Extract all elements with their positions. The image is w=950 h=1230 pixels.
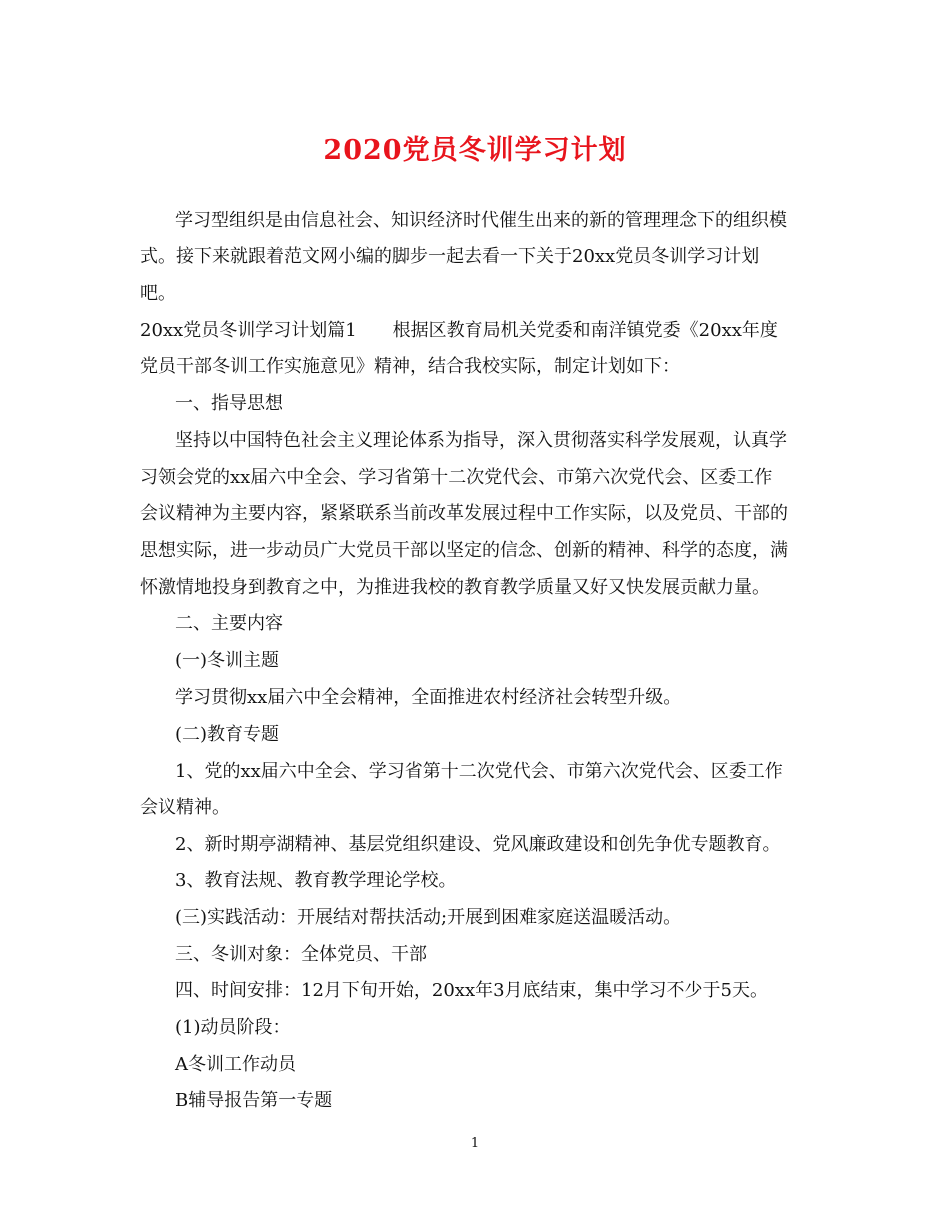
list-item-line: 会议精神。 (140, 797, 230, 818)
subheading-line: (二)教育专题 (175, 724, 280, 745)
heading-line: 二、主要内容 (175, 613, 283, 634)
section-line (140, 318, 778, 344)
document-title: 2020党员冬训学习计划 (323, 135, 627, 166)
subheading-line: (三)实践活动：开展结对帮扶活动;开展到困难家庭送温暖活动。 (175, 907, 682, 928)
paragraph-line: 习领会党的xx届六中全会、学习省第十二次党代会、市第六次党代会、区委工作 (140, 467, 773, 488)
paragraph-line: 式。接下来就跟着范文网小编的脚步一起去看一下关于20xx党员冬训学习计划 (140, 246, 760, 267)
paragraph-line: 会议精神为主要内容，紧紧联系当前改革发展过程中工作实际，以及党员、干部的 (140, 503, 788, 524)
paragraph-line: 学习型组织是由信息社会、知识经济时代催生出来的新的管理理念下的组织模 (175, 210, 787, 231)
list-item-line: 1、党的xx届六中全会、学习省第十二次党代会、市第六次党代会、区委工作 (175, 761, 783, 782)
list-item-line: 2、新时期亭湖精神、基层党组织建设、党风廉政建设和创先争优专题教育。 (175, 834, 781, 855)
paragraph-line: 党员干部冬训工作实施意见》精神，结合我校实际，制定计划如下： (140, 356, 680, 377)
heading-line: 一、指导思想 (175, 393, 283, 414)
list-item-line: B辅导报告第一专题 (175, 1090, 333, 1111)
paragraph-line: 思想实际，进一步动员广大党员干部以坚定的信念、创新的精神、科学的态度，满 (140, 540, 788, 561)
paragraph-line: 怀激情地投身到教育之中，为推进我校的教育教学质量又好又快发展贡献力量。 (140, 577, 770, 598)
section-heading: 20xx党员冬训学习计划篇1 (140, 320, 357, 341)
list-item-line: A冬训工作动员 (175, 1054, 296, 1075)
list-item-line: (1)动员阶段： (175, 1017, 291, 1038)
paragraph-line: 学习贯彻xx届六中全会精神，全面推进农村经济社会转型升级。 (175, 687, 682, 708)
subheading-line: (一)冬训主题 (175, 650, 280, 671)
page-number: 1 (470, 1136, 480, 1151)
heading-line: 三、冬训对象：全体党员、干部 (175, 944, 427, 965)
heading-line: 四、时间安排：12月下旬开始，20xx年3月底结束，集中学习不少于5天。 (175, 980, 769, 1001)
paragraph-line: 吧。 (140, 283, 176, 304)
paragraph-line: 坚持以中国特色社会主义理论体系为指导，深入贯彻落实科学发展观，认真学 (175, 430, 787, 451)
list-item-line: 3、教育法规、教育教学理论学校。 (175, 870, 457, 891)
paragraph-text: 根据区教育局机关党委和南洋镇党委《20xx年度 (392, 320, 778, 341)
